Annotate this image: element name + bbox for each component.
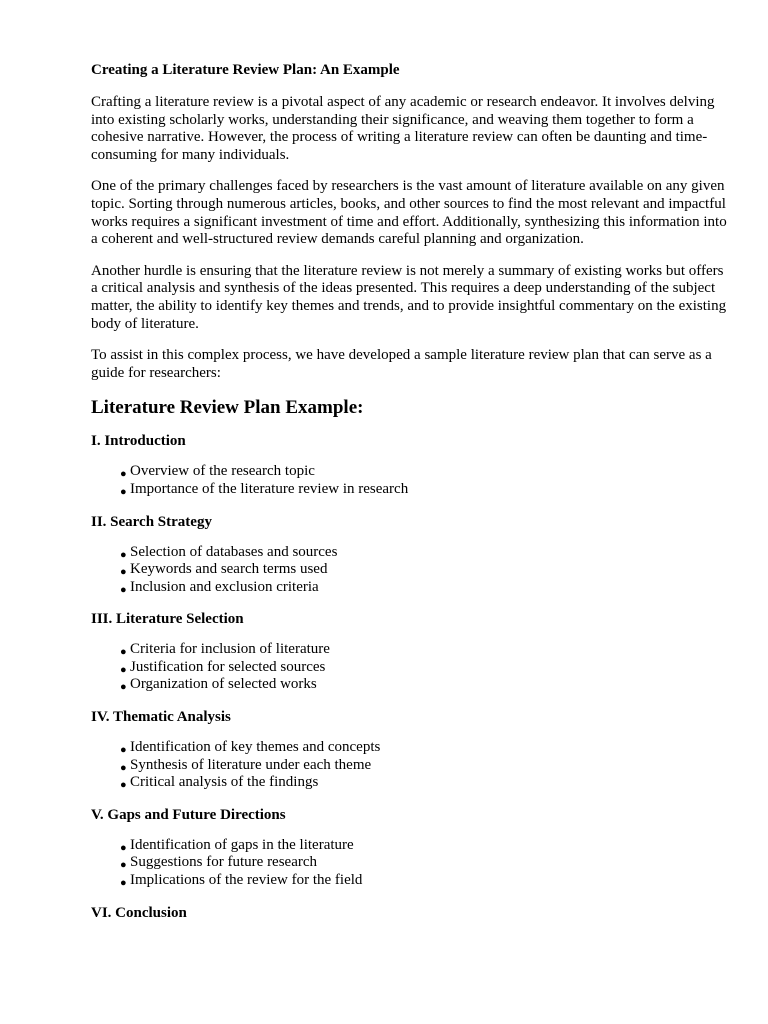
bullet-icon: ●	[120, 859, 127, 872]
bullet-list	[91, 837, 731, 890]
list-item-text: Selection of databases and sources	[130, 543, 338, 560]
bullet-icon: ●	[120, 485, 127, 498]
list-item-text: Critical analysis of the findings	[130, 774, 319, 791]
list-item	[120, 544, 731, 562]
list-item	[120, 641, 731, 659]
section-heading: IV. Thematic Analysis	[91, 709, 231, 726]
bullet-icon: ●	[120, 566, 127, 579]
list-item	[120, 854, 731, 872]
assist-paragraph: To assist in this complex process, we have developed a sample literature review plan that can serve as a guide for researchers:	[91, 347, 712, 381]
bullet-icon: ●	[120, 761, 127, 774]
list-item-text: Inclusion and exclusion criteria	[130, 578, 319, 595]
bullet-icon: ●	[120, 548, 127, 561]
plan-section	[91, 806, 731, 890]
plan-section	[91, 904, 731, 922]
bullet-icon: ●	[120, 744, 127, 757]
plan-section	[91, 432, 731, 498]
list-item	[120, 676, 731, 694]
list-item	[120, 739, 731, 757]
list-item-text: Overview of the research topic	[130, 463, 315, 480]
document-page	[91, 60, 731, 935]
list-item-text: Identification of key themes and concepts	[130, 739, 381, 756]
bullet-icon: ●	[120, 841, 127, 854]
bullet-icon: ●	[120, 583, 127, 596]
list-item	[120, 837, 731, 855]
bullet-icon: ●	[120, 468, 127, 481]
list-item	[120, 774, 731, 792]
bullet-icon: ●	[120, 681, 127, 694]
list-item	[120, 757, 731, 775]
list-item-text: Importance of the literature review in research	[130, 480, 409, 497]
list-item-text: Criteria for inclusion of literature	[130, 641, 330, 658]
plan-section	[91, 513, 731, 597]
bullet-list	[91, 544, 731, 597]
intro-paragraph: Crafting a literature review is a pivotal aspect of any academic or research endeavor. It involves delving into existing scholarly works, understanding their significance, and weaving them together to form a cohesive narrative. However, the process of writing a literature review can often be daunting and time-consuming for many individuals.	[91, 94, 715, 163]
bullet-list	[91, 463, 731, 498]
list-item-text: Keywords and search terms used	[130, 561, 328, 578]
analysis-paragraph: Another hurdle is ensuring that the literature review is not merely a summary of existing works but offers a critical analysis and synthesis of the ideas presented. This requires a deep understanding of the subject matter, the ability to identify key themes and trends, and to provide insightful commentary on the existing body of literature.	[91, 262, 727, 332]
section-heading: V. Gaps and Future Directions	[91, 806, 286, 823]
list-item	[120, 872, 731, 890]
list-item	[120, 463, 731, 481]
list-item-text: Organization of selected works	[130, 676, 317, 693]
section-heading: I. Introduction	[91, 433, 186, 450]
list-item	[120, 561, 731, 579]
plan-section	[91, 708, 731, 792]
list-item-text: Suggestions for future research	[130, 854, 318, 871]
document-title: Creating a Literature Review Plan: An Example	[91, 62, 400, 78]
bullet-list	[91, 739, 731, 792]
challenges-paragraph: One of the primary challenges faced by researchers is the vast amount of literature available on any given topic. Sorting through numerous articles, books, and other sources to find the most relevant and impactful works requires a significant investment of time and effort. Additionally, synthesizing this information into a coherent and well-structured review demands careful planning and organization.	[91, 178, 727, 248]
plan-heading: Literature Review Plan Example:	[91, 397, 364, 419]
bullet-icon: ●	[120, 779, 127, 792]
bullet-list	[91, 641, 731, 694]
section-heading: III. Literature Selection	[91, 611, 244, 628]
section-heading: VI. Conclusion	[91, 904, 187, 921]
bullet-icon: ●	[120, 663, 127, 676]
list-item	[120, 481, 731, 499]
bullet-icon: ●	[120, 877, 127, 890]
section-heading: II. Search Strategy	[91, 513, 212, 530]
list-item-text: Identification of gaps in the literature	[130, 836, 354, 853]
list-item	[120, 579, 731, 597]
bullet-icon: ●	[120, 646, 127, 659]
plan-section	[91, 610, 731, 694]
list-item-text: Justification for selected sources	[130, 658, 326, 675]
list-item-text: Implications of the review for the field	[130, 872, 363, 889]
list-item-text: Synthesis of literature under each theme	[130, 756, 372, 773]
list-item	[120, 659, 731, 677]
